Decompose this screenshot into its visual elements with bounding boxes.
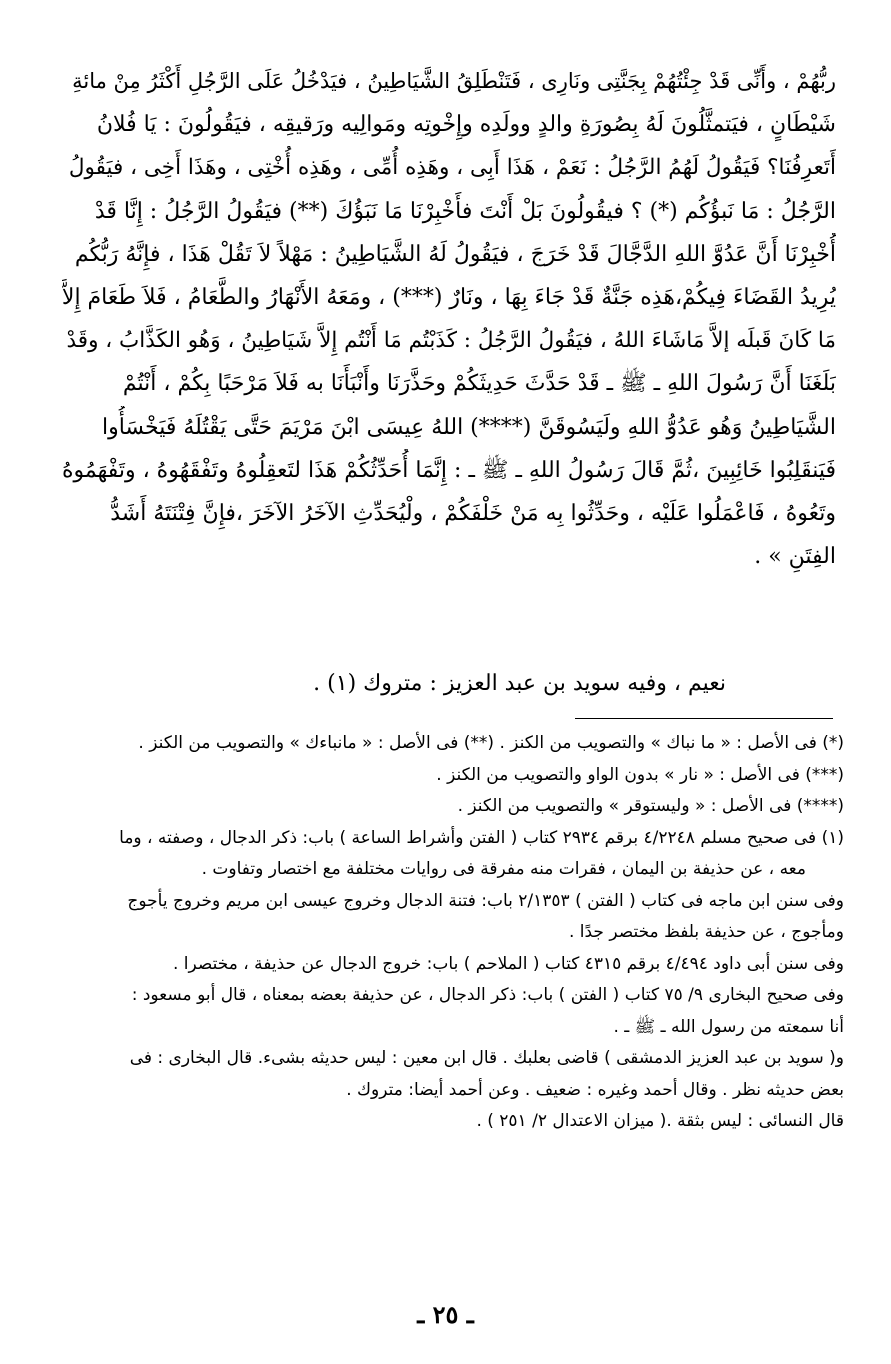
text-line: الرَّجُلُ : مَا نَبؤُكُم (*) ؟ فيقُولُونَ بَلْ أَنْتَ فأَخْبِرْنَا مَا نَبَؤُكَ (**) فيَقُولُ الرَّجُلُ : إِنَّا قَدْ xyxy=(94,198,836,224)
text-line: بَلَغَنَا أَنَّ رَسُولَ اللهِ ـ ﷺ ـ قَدْ حَدَّثَ حَدِيثَكُمْ وحَذَّرَنَا وأَنْبَأَنَا به فَلاَ مَرْحَبًا بِكُمْ ، أَنْتُمْ xyxy=(122,371,836,397)
text-line: يُرِيدُ القَضَاءَ فِيكُمْ،هَذِه جَنَّةٌ قَدْ جَاءَ بِهَا ، ونَارٌ (***) ، ومَعَهُ الأَنْهَارُ والطَّعَامُ ، فَلاَ طَعَامَ إِلاَّ xyxy=(62,284,836,310)
footnote-line: قال النسائى : ليس بثقة .( ميزان الاعتدال ٢/ ٢٥١ ) . xyxy=(476,1111,844,1131)
footnote-line: و( سويد بن عبد العزيز الدمشقى ) قاضى بعلبك . قال ابن معين : ليس حديثه بشىء. قال البخارى : فى xyxy=(129,1048,844,1068)
footnote-line: (*) فى الأصل : « ما نباك » والتصويب من الكنز . (**) فى الأصل : « مانباءك » والتصويب من الكنز . xyxy=(138,733,844,753)
footnote-divider xyxy=(575,718,833,719)
page-number: ـ ٢٥ ـ xyxy=(417,1300,474,1329)
source-note: نعيم ، وفيه سويد بن عبد العزيز : متروك (١) . xyxy=(313,671,726,696)
main-text-block xyxy=(62,60,836,578)
footnotes-block xyxy=(72,728,844,1138)
footnote-line: (****) فى الأصل : « وليستوقر » والتصويب من الكنز . xyxy=(457,796,844,816)
footnote-line: وفى سنن ابن ماجه فى كتاب ( الفتن ) ٢/١٣٥٣ باب: فتنة الدجال وخروج عيسى ابن مريم وخروج يأجوج xyxy=(127,890,844,911)
footnote-line: (***) فى الأصل : « نار » بدون الواو والتصويب من الكنز . xyxy=(436,764,844,785)
text-line: الشَّيَاطِينُ وَهُو عَدُوُّ اللهِ ولَيَسُوقَنَّ (****) اللهُ عِيسَى ابْنَ مَرْيَمَ حَتَّى يَقْتُلَهُ فَيَخْسَأُوا xyxy=(101,414,836,440)
text-line: ربُّهُمْ ، وأَنِّى قَدْ جِئْتُهُمْ بِجَنَّتِى ونَارِى ، فَتَنْطَلِقُ الشَّيَاطِينُ ، فيَدْخُلُ عَلَى الرَّجُلِ أَكْثَرُ مِنْ مائةِ xyxy=(72,69,836,93)
footnote-line: ومأجوج ، عن حذيفة بلفظ مختصر جدًا . xyxy=(568,922,844,942)
footnote-line: (١) فى صحيح مسلم ٤/٢٢٤٨ برقم ٢٩٣٤ كتاب ( الفتن وأشراط الساعة ) باب: ذكر الدجال ، وصفته ، وما xyxy=(119,827,844,848)
text-line: شَيْطَانٍ ، فيَتمثَّلُونَ لَهُ بِصُورَةِ والدٍ وولَدِه وإِخْوتِه ومَوالِيه ورَقيقِه ، فيَقُولُونَ : يَا فُلانُ xyxy=(96,112,836,138)
footnote-line: وفى سنن أبى داود ٤/٤٩٤ برقم ٤٣١٥ كتاب ( الملاحم ) باب: خروج الدجال عن حذيفة ، مختصرا . xyxy=(173,953,844,974)
text-line: الفِتَنِ » . xyxy=(754,544,836,570)
footnote-line: معه ، عن حذيفة بن اليمان ، فقرات منه مفرقة فى روايات مختلفة مع اختصار وتفاوت . xyxy=(201,859,806,879)
text-line: فَيَنقَلِبُوا خَائِبِينَ ،ثُمَّ قَالَ رَسُولُ اللهِ ـ ﷺ ـ : إِنَّمَا أُحَدِّثُكُمْ هَذَا لتَعقِلُوهُ وتَفْقَهُوهُ ، وتَفْهَمُوهُ xyxy=(62,457,836,483)
text-line: وتَعُوهُ ، فَاعْمَلُوا عَلَيْه ، وحَدِّثُوا بِه مَنْ خَلْفَكُمْ ، ولْيُحَدِّثِ الآخَرُ الآخَرَ ،فإِنَّ فِتْنَتَهُ أَشَدُّ xyxy=(110,500,836,526)
footnote-line: وفى صحيح البخارى ٩/ ٧٥ كتاب ( الفتن ) باب: ذكر الدجال ، عن حذيفة بعضه بمعناه ، قال أبو مسعود : xyxy=(131,985,844,1005)
text-line: أَتَعرِفُنَا؟ فَيَقُولُ لَهُمُ الرَّجُلُ : نَعَمْ ، هَذَا أَبِى ، وهَذِه أُمِّى ، وهَذِه أُخْتِى ، وهَذَا أَخِى ، فيَقُولُ xyxy=(68,155,836,181)
footnote-line: بعض حديثه نظر . وقال أحمد وغيره : ضعيف . وعن أحمد أيضا: متروك . xyxy=(346,1079,844,1100)
footnote-line: أنا سمعته من رسول الله ـ ﷺ ـ . xyxy=(613,1016,844,1037)
text-line: مَا كَانَ قَبلَه إلاَّ مَاشَاءَ اللهُ ، فيَقُولُ الرَّجُلُ : كَذَبْتُم مَا أَنْتُم إِلاَّ شَيَاطِينُ ، وَهُو الكَذَّابُ ، وقَدْ xyxy=(66,328,836,354)
text-line: أُخْبِرْنَا أَنَّ عَدُوَّ اللهِ الدَّجَّالَ قَدْ خَرَجَ ، فيَقُولُ لَهُ الشَّيَاطِينُ : مَهْلاً لاَ تَقُلْ هَذَا ، فإِنَّهُ رَبُّكُم xyxy=(74,241,836,267)
